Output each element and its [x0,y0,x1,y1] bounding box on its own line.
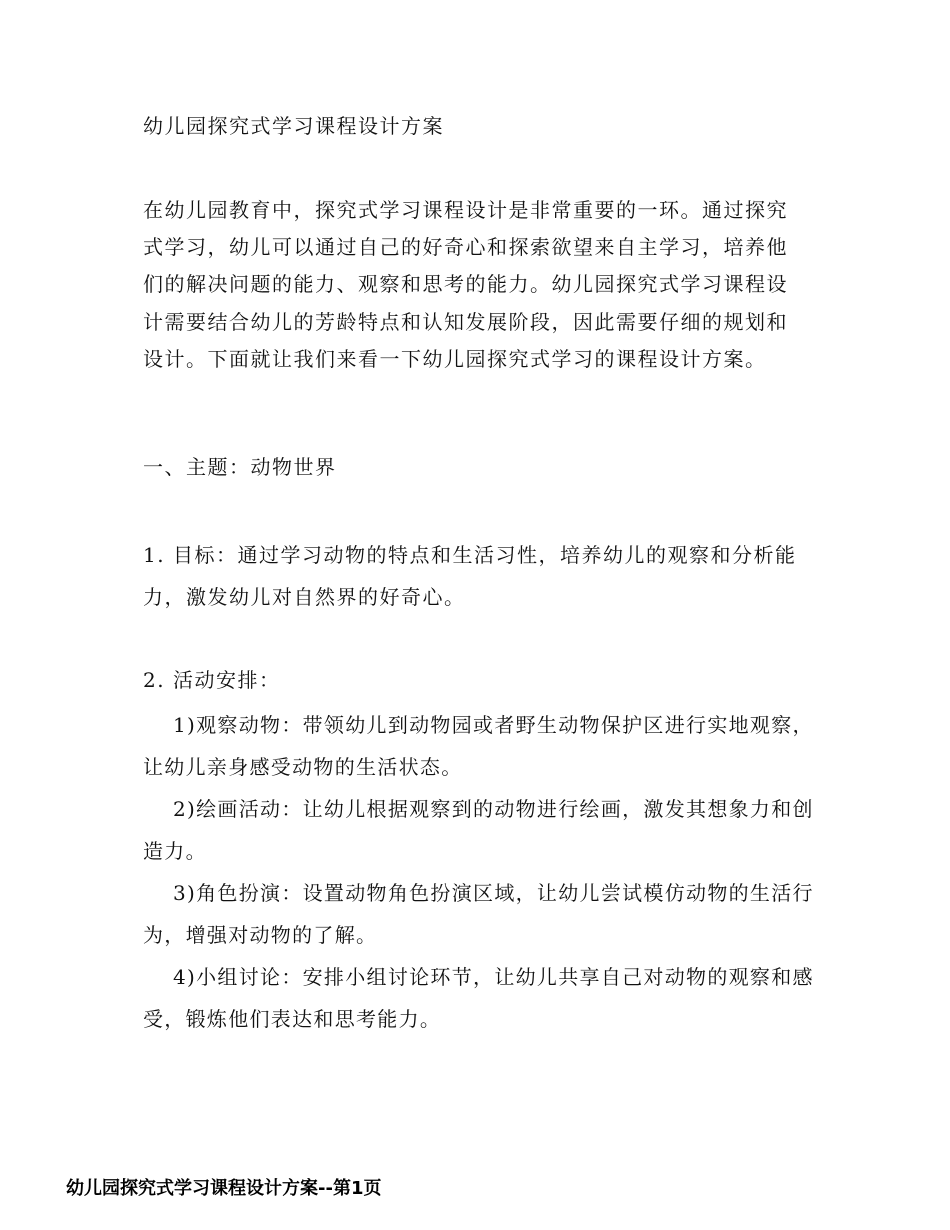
activity-heading: 2. 活动安排： [143,668,281,692]
activity-item-role-play: 3)角色扮演：设置动物角色扮演区域，让幼儿尝试模仿动物的生活行为，增强对动物的了解。 [143,881,814,947]
activity-item-discussion: 4)小组讨论：安排小组讨论环节，让幼儿共享自己对动物的观察和感受，锻炼他们表达和思考能力。 [143,965,814,1031]
section-heading: 一、主题：动物世界 [143,455,337,479]
intro-paragraph: 在幼儿园教育中，探究式学习课程设计是非常重要的一环。通过探究式学习，幼儿可以通过自己的好奇心和探索欲望来自主学习，培养他们的解决问题的能力、观察和思考的能力。幼儿园探究式学习课程设计需要结合幼儿的芳龄特点和认知发展阶段，因此需要仔细的规划和设计。下面就让我们来看一下幼儿园探究式学习的课程设计方案。 [143,198,788,371]
goal-paragraph: 1. 目标：通过学习动物的特点和生活习性，培养幼儿的观察和分析能力，激发幼儿对自然界的好奇心。 [143,543,797,609]
activity-list [143,704,815,1040]
activity-item-observe: 1)观察动物：带领幼儿到动物园或者野生动物保护区进行实地观察，让幼儿亲身感受动物的生活状态。 [143,713,814,779]
page-footer: 幼儿园探究式学习课程设计方案--第1页 [66,1178,382,1199]
document-title: 幼儿园探究式学习课程设计方案 [143,114,444,138]
activity-item-drawing: 2)绘画活动：让幼儿根据观察到的动物进行绘画，激发其想象力和创造力。 [143,797,814,863]
